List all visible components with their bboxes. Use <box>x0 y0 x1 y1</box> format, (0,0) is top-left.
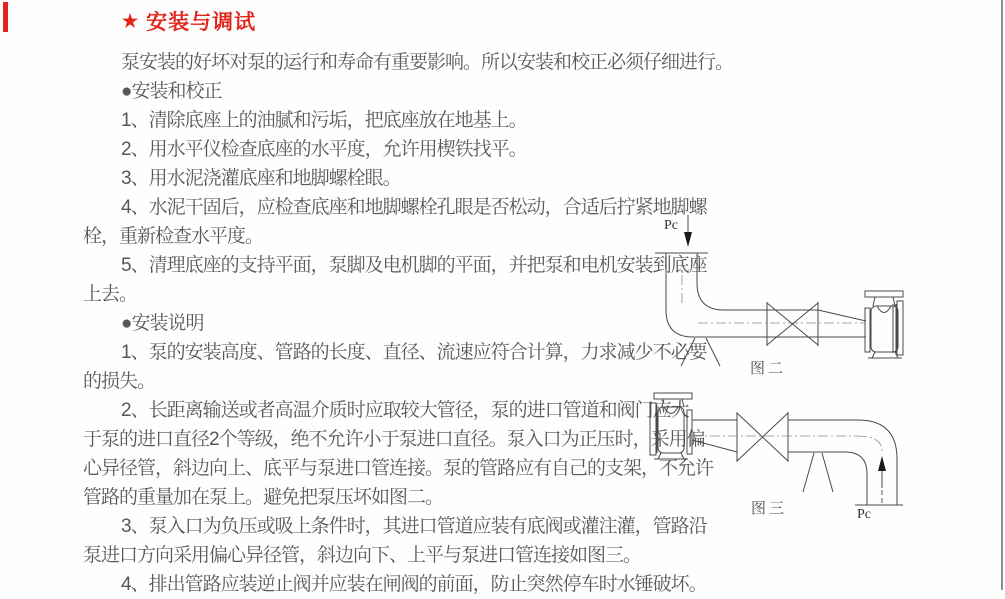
text-line: 上去。 <box>83 284 138 305</box>
text-line: ●安装说明 <box>121 313 204 334</box>
flow-up-arrow-icon <box>878 456 886 488</box>
text-line: 泵安装的好坏对泵的运行和寿命有重要影响。所以安装和校正必须仔细进行。 <box>121 52 734 73</box>
text-line: 于泵的进口直径2个等级，绝不允许小于泵进口直径。泵入口为正压时，采用偏 <box>83 429 705 450</box>
text-line: 心异径管，斜边向上、底平与泵进口管连接。泵的管路应有自己的支架，不允许 <box>83 458 714 479</box>
text-line: 泵进口方向采用偏心异径管，斜边向下、上平与泵进口管连接如图三。 <box>83 545 642 566</box>
support-legs <box>803 453 833 492</box>
text-line: 3、用水泥浇灌底座和地脚螺栓眼。 <box>121 168 401 189</box>
text-line: 2、用水平仪检查底座的水平度，允许用楔铁找平。 <box>121 139 527 160</box>
figure-2 <box>650 205 1005 385</box>
text-line: 栓，重新检查水平度。 <box>83 226 264 247</box>
section-title-text: 安装与调试 <box>146 11 257 34</box>
section-title <box>122 6 256 36</box>
text-line: 的损失。 <box>83 371 156 392</box>
figure-3 <box>645 385 1005 530</box>
pipe-run <box>666 253 866 337</box>
pump-symbol <box>865 291 903 358</box>
text-line: 2、长距离输送或者高温介质时应取较大管径，泵的进口管道和阀门应大 <box>121 400 689 421</box>
body-text <box>83 48 734 599</box>
text-line: 1、泵的安装高度、管路的长度、直径、流速应符合计算，力求减少不必要 <box>121 342 707 363</box>
pipe-diagram-figure3 <box>645 385 1005 530</box>
text-line: 5、清理底座的支持平面，泵脚及电机脚的平面，并把泵和电机安装到底座 <box>121 255 707 276</box>
text-line: 4、排出管路应装逆止阀并应装在闸阀的前面，防止突然停车时水锤破坏。 <box>121 574 707 595</box>
pressure-label: Pc <box>857 507 871 522</box>
support-legs <box>681 338 720 366</box>
star-icon: ★ <box>122 10 140 31</box>
text-line: 3、泵入口为负压或吸上条件时，其进口管道应装有底阀或灌注灌，管路沿 <box>121 516 707 537</box>
text-line: 管路的重量加在泵上。避免把泵压坏如图二。 <box>83 487 444 508</box>
valve-symbol <box>737 412 788 462</box>
pipe-run <box>692 420 903 505</box>
pump-symbol <box>650 393 692 459</box>
text-line: 1、清除底座上的油腻和污垢，把底座放在地基上。 <box>121 110 527 131</box>
pressure-label: Pc <box>664 218 678 233</box>
valve-symbol <box>767 302 818 346</box>
figure-3-caption: 图三 <box>751 500 788 517</box>
red-corner-stripe <box>3 2 8 32</box>
flow-down-arrow-icon <box>684 215 692 247</box>
figure-2-caption: 图二 <box>750 360 787 377</box>
text-line: 4、水泥干固后，应检查底座和地脚螺栓孔眼是否松动，合适后拧紧地脚螺 <box>121 197 707 218</box>
text-line: ●安装和校正 <box>121 81 222 102</box>
pipe-diagram-figure2 <box>650 205 1005 385</box>
